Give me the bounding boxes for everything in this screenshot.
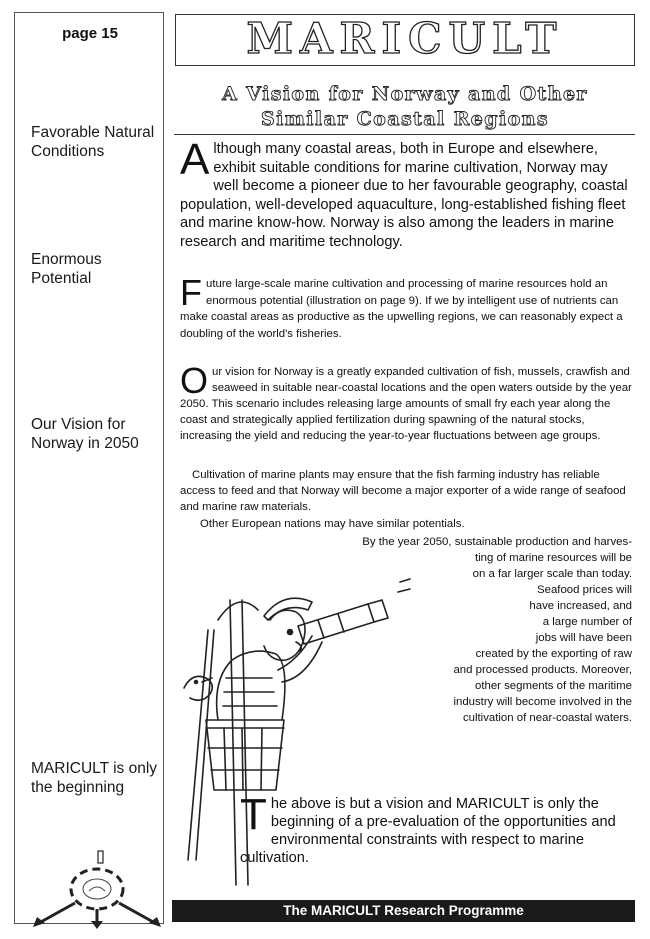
paragraph-marine-plants: Cultivation of marine plants may ensure that the fish farming industry has reliable access to feed and that Norway will become a major exporter of a wide range of seafood and marine raw materials. — [180, 469, 626, 513]
page-subtitle: A Vision for Norway and Other Similar Coastal Regions — [222, 83, 588, 130]
sidebar-label-enormous-potential: Enormous Potential — [31, 251, 102, 287]
text-line: By the year 2050, sustainable production and harves- — [362, 536, 632, 548]
text-line: Seafood prices will — [537, 584, 632, 596]
paragraph-enormous-potential — [180, 272, 632, 342]
paragraph-text: lthough many coastal areas, both in Europe and elsewhere, exhibit suitable conditions for marine cultivation, Norway may well become a pioneer due to her favourable geography, coastal population, well-developed aquaculture, long-established fishing fleet and marine know-how. Norway is also among the leaders in marine research and maritime technology. — [180, 141, 628, 250]
paragraph-text: he above is but a vision and MARICULT is only the beginning of a pre-evaluation of the opportunities and environmental constraints with respect to marine cultivation. — [240, 796, 616, 866]
text-line: have increased, and — [529, 600, 632, 612]
footer-bar: The MARICULT Research Programme — [172, 900, 635, 922]
text-line: on a far larger scale than today. — [472, 568, 632, 580]
title-divider — [174, 134, 635, 135]
page-number: page 15 — [62, 25, 118, 42]
text-line: ting of marine resources will be — [474, 552, 632, 564]
paragraph-european-nations: Other European nations may have similar potentials. — [200, 518, 465, 530]
sidebar-label-vision-2050: Our Vision for Norway in 2050 — [31, 416, 139, 452]
text-line: industry will become involved in the — [453, 696, 632, 708]
page-title: MARICULT — [175, 14, 635, 66]
sidebar — [14, 12, 164, 924]
text-line: other segments of the maritime — [474, 680, 632, 692]
drop-cap: O — [180, 360, 209, 401]
sidebar-label-favorable-conditions: Favorable Natural Conditions — [31, 124, 155, 160]
text-line: a large number of — [542, 616, 632, 628]
text-line: jobs will have been — [535, 632, 632, 644]
drop-cap: T — [240, 790, 267, 839]
paragraph-text: uture large-scale marine cultivation and processing of marine resources hold an enormous potential (illustration on page 9). If we by intelligent use of nutrients can make coastal areas as productive as the upwelling regions, we can reasonably expect a doubling of the world's fisheries. — [180, 278, 623, 340]
text-line: cultivation of near-coastal waters. — [462, 712, 632, 724]
paragraph-text: ur vision for Norway is a greatly expanded cultivation of fish, mussels, crawfish and seaweed in suitable near-coastal locations and the open waters outside by the year 2050. This scenario includes releasing large amounts of small fry each year along the coast and strategically applied fertilization during spawning of the natural stocks, increasing the yield and reducing the year-to-year fluctuations between age groups. — [180, 366, 632, 442]
maricult-logo-icon — [25, 849, 165, 929]
drop-cap: F — [180, 272, 202, 313]
sidebar-label-maricult-beginning: MARICULT is only the beginning — [31, 760, 158, 796]
drop-cap: A — [180, 135, 210, 184]
paragraph-favorable-conditions — [180, 135, 632, 251]
paragraph-vision — [180, 360, 632, 444]
text-line: created by the exporting of raw — [475, 648, 632, 660]
paragraph-maricult-beginning — [240, 790, 632, 867]
text-line: and processed products. Moreover, — [453, 664, 632, 676]
